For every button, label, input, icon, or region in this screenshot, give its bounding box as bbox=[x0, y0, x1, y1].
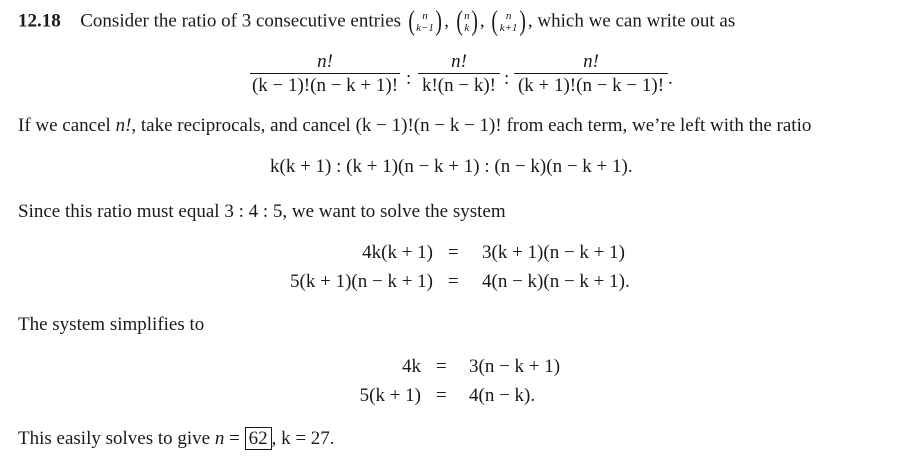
answer-box: 62 bbox=[245, 427, 272, 450]
binomial-2: ( n k ) bbox=[456, 6, 478, 37]
binomial-top: n bbox=[505, 10, 512, 22]
fraction-3 bbox=[514, 51, 668, 98]
problem-intro-end: , which we can write out as bbox=[527, 10, 736, 32]
binomial-3: ( n k+1 ) bbox=[491, 6, 526, 37]
paragraph-simplifies: The system simplifies to bbox=[18, 314, 205, 335]
system1-eq: = bbox=[448, 271, 459, 292]
fraction-2 bbox=[418, 51, 500, 98]
binomial-bottom: k−1 bbox=[416, 22, 434, 34]
text: If we cancel bbox=[18, 115, 116, 136]
binomial-top: n bbox=[464, 10, 470, 22]
binomial-top: n bbox=[422, 10, 428, 22]
system1-eq: = bbox=[448, 242, 459, 263]
comma: , bbox=[444, 10, 450, 32]
system1-lhs: 4k(k + 1) bbox=[362, 242, 433, 263]
binomial-bottom: k+1 bbox=[499, 22, 518, 34]
paragraph-system: Since this ratio must equal 3 : 4 : 5, we want to solve the system bbox=[18, 201, 506, 222]
problem-intro: Consider the ratio of 3 consecutive entries bbox=[80, 10, 402, 32]
fraction-1 bbox=[250, 51, 400, 98]
text: This easily solves to give bbox=[18, 428, 215, 449]
fraction-numerator: n! bbox=[317, 51, 333, 72]
system2-eq: = bbox=[436, 356, 447, 377]
fraction-denominator: (k + 1)!(n − k − 1)! bbox=[517, 75, 665, 96]
binomial-1: ( n k−1 ) bbox=[408, 6, 442, 37]
math-n-factorial: n! bbox=[115, 115, 132, 136]
paragraph-cancel bbox=[18, 116, 811, 135]
system1-rhs: 4(n − k)(n − k + 1). bbox=[482, 271, 630, 292]
conclusion bbox=[18, 427, 335, 450]
problem-statement bbox=[18, 8, 735, 36]
binomial-bottom: k bbox=[464, 22, 470, 34]
text: , take reciprocals, and cancel (k − 1)!(n − k − 1)! from each term, we’re left with the ratio bbox=[131, 115, 812, 136]
ratio-end: . bbox=[668, 68, 673, 89]
system2-eq: = bbox=[436, 385, 447, 406]
fraction-numerator: n! bbox=[583, 51, 599, 72]
system2-lhs: 5(k + 1) bbox=[359, 385, 421, 406]
fraction-denominator: k!(n − k)! bbox=[421, 75, 497, 96]
system1-rhs: 3(k + 1)(n − k + 1) bbox=[482, 242, 625, 263]
comma: , bbox=[479, 10, 485, 32]
system2-rhs: 3(n − k + 1) bbox=[469, 356, 561, 377]
fraction-numerator: n! bbox=[451, 51, 467, 72]
text: , k = 27. bbox=[271, 428, 335, 449]
simplified-ratio: k(k + 1) : (k + 1)(n − k + 1) : (n − k)(n − k + 1). bbox=[270, 156, 633, 177]
ratio-separator: : bbox=[406, 68, 412, 89]
math-var-n: n bbox=[214, 428, 225, 449]
fraction-denominator: (k − 1)!(n − k + 1)! bbox=[251, 75, 399, 96]
ratio-separator: : bbox=[504, 68, 510, 89]
problem-number: 12.18 bbox=[18, 10, 61, 32]
system1-lhs: 5(k + 1)(n − k + 1) bbox=[290, 271, 433, 292]
text: = bbox=[224, 428, 245, 449]
system2-lhs: 4k bbox=[402, 356, 421, 377]
system2-rhs: 4(n − k). bbox=[469, 385, 536, 406]
